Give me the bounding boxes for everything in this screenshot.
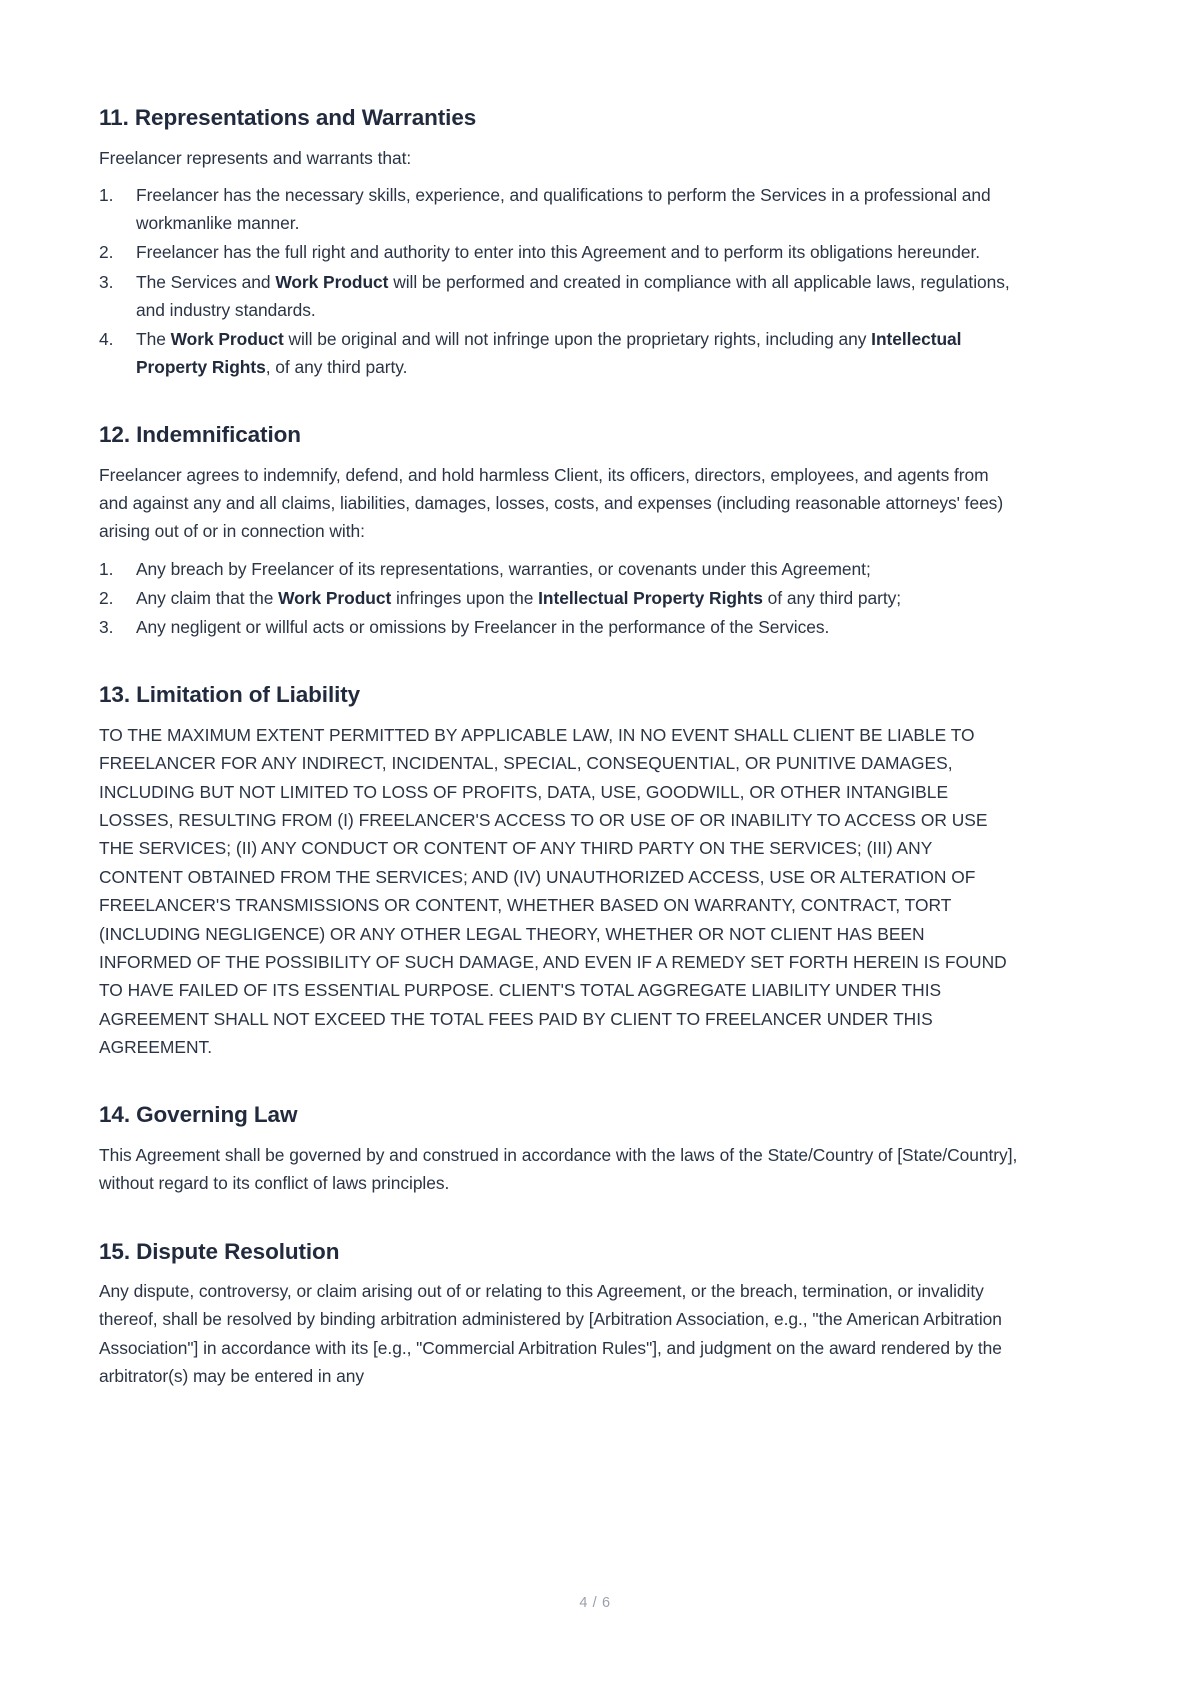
page-number-footer: 4 / 6 xyxy=(579,1595,611,1611)
ordered-list-indemnification xyxy=(99,555,1019,642)
section-indemnification xyxy=(99,421,1019,641)
list-item: The Work Product will be original and will not infringe upon the proprietary rights, including any Intellectual Property Rights, of any third party. xyxy=(136,328,962,378)
section-intro-paragraph: Freelancer agrees to indemnify, defend, and hold harmless Client, its officers, directors, employees, and agents from and against any and all claims, liabilities, damages, losses, costs, and expenses (including reasonable attorneys' fees) arising out of or in connection with: xyxy=(99,465,1004,542)
list-item: Freelancer has the full right and authority to enter into this Agreement and to perform its obligations hereunder. xyxy=(136,242,981,263)
list-item: Freelancer has the necessary skills, experience, and qualifications to perform the Services in a professional and workmanlike manner. xyxy=(136,184,991,234)
section-heading: 15. Dispute Resolution xyxy=(99,1238,340,1264)
section-heading: 11. Representations and Warranties xyxy=(99,105,477,130)
section-heading: 12. Indemnification xyxy=(99,422,301,448)
section-body-paragraph: TO THE MAXIMUM EXTENT PERMITTED BY APPLICABLE LAW, IN NO EVENT SHALL CLIENT BE LIABLE TO FREELANCER FOR ANY INDIRECT, INCIDENTAL, SPECIAL, CONSEQUENTIAL, OR PUNITIVE DAMAGES, INCLUDING BUT NOT LIMITED TO LOSS OF PROFITS, DATA, USE, GOODWILL, OR OTHER INTANGIBLE LOSSES, RESULTING FROM (I) FREELANCER'S ACCESS TO OR USE OF OR INABILITY TO ACCESS OR USE THE SERVICES; (II) ANY CONDUCT OR CONTENT OF ANY THIRD PARTY ON THE SERVICES; (III) ANY CONTENT OBTAINED FROM THE SERVICES; AND (IV) UNAUTHORIZED ACCESS, USE OR ALTERATION OF FREELANCER'S TRANSMISSIONS OR CONTENT, WHETHER BASED ON WARRANTY, CONTRACT, TORT (INCLUDING NEGLIGENCE) OR ANY OTHER LEGAL THEORY, WHETHER OR NOT CLIENT HAS BEEN INFORMED OF THE POSSIBILITY OF SUCH DAMAGE, AND EVEN IF A REMEDY SET FORTH HEREIN IS FOUND TO HAVE FAILED OF ITS ESSENTIAL PURPOSE. CLIENT'S TOTAL AGGREGATE LIABILITY UNDER THIS AGREEMENT SHALL NOT EXCEED THE TOTAL FEES PAID BY CLIENT TO FREELANCER UNDER THIS AGREEMENT. xyxy=(99,725,1007,1057)
section-heading: 14. Governing Law xyxy=(99,1102,298,1128)
section-body-paragraph: Any dispute, controversy, or claim arising out of or relating to this Agreement, or the breach, termination, or invalidity thereof, shall be resolved by binding arbitration administered by [Arbitration Association, e.g., "the American Arbitration Association"] in accordance with its [e.g., "Commercial Arbitration Rules"], and judgment on the award rendered by the arbitrator(s) may be entered in any xyxy=(99,1281,1002,1386)
section-heading: 13. Limitation of Liability xyxy=(99,682,361,708)
section-body-paragraph: This Agreement shall be governed by and construed in accordance with the laws of the State/Country of [State/Country], without regard to its conflict of laws principles. xyxy=(99,1145,1018,1194)
list-item: Any claim that the Work Product infringes upon the Intellectual Property Rights of any third party; xyxy=(136,587,902,608)
ordered-list-representations xyxy=(99,181,1019,381)
document-body xyxy=(99,104,1019,1390)
list-item: Any negligent or willful acts or omissions by Freelancer in the performance of the Services. xyxy=(136,617,830,638)
section-dispute-resolution xyxy=(99,1238,1019,1391)
list-item: Any breach by Freelancer of its representations, warranties, or covenants under this Agreement; xyxy=(136,558,871,579)
section-governing-law xyxy=(99,1101,1019,1197)
section-limitation-of-liability xyxy=(99,681,1019,1061)
section-intro-paragraph: Freelancer represents and warrants that: xyxy=(99,147,412,168)
list-item: The Services and Work Product will be performed and created in compliance with all applicable laws, regulations, and industry standards. xyxy=(136,271,1010,320)
section-representations-and-warranties xyxy=(99,104,1019,381)
